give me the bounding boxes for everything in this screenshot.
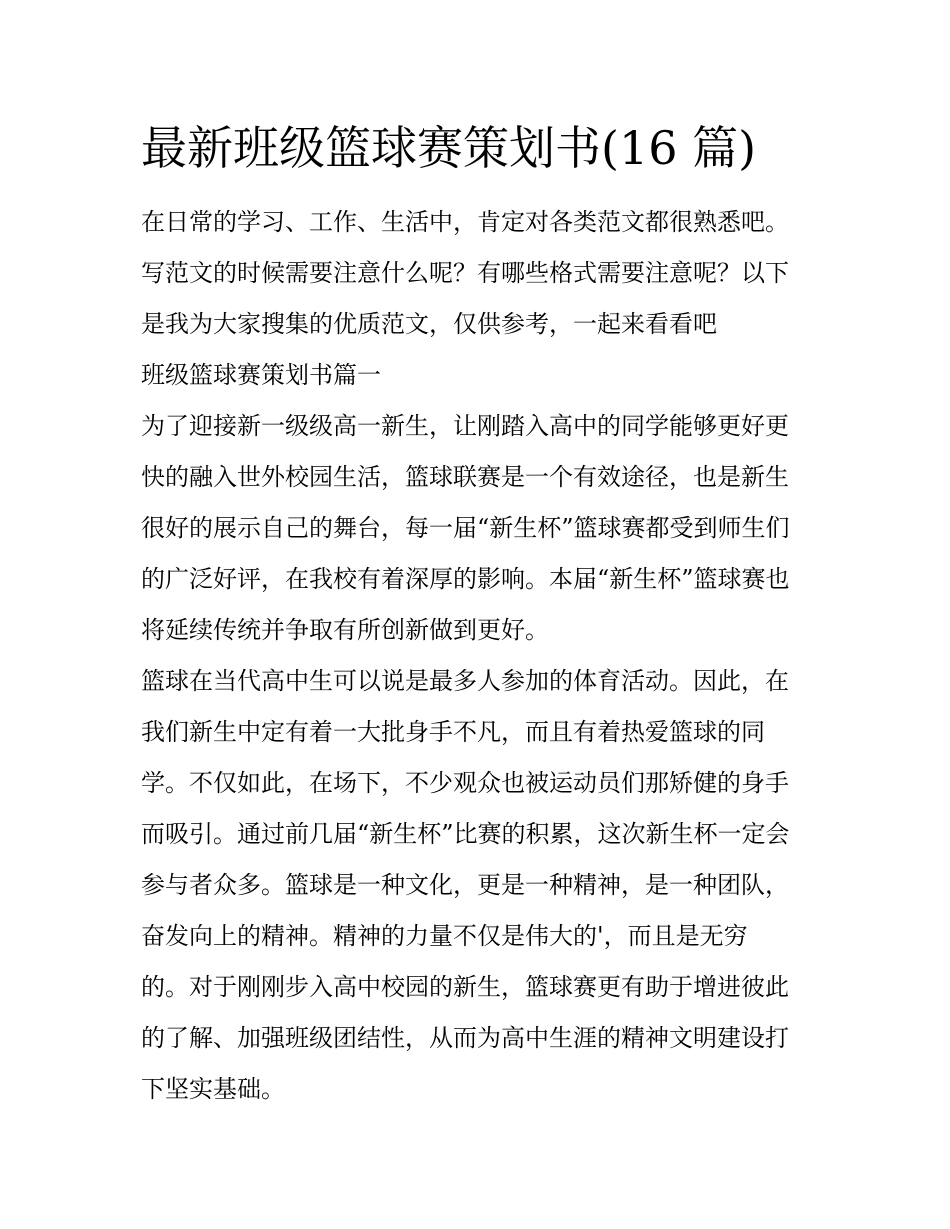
text-line: 为了迎接新一级级高一新生，让刚踏入高中的同学能够更好更 bbox=[141, 412, 789, 440]
text-line: 篮球在当代高中生可以说是最多人参加的体育活动。因此，在 bbox=[141, 667, 789, 695]
text-line: 而吸引。通过前几届“新生杯”比赛的积累，这次新生杯一定会 bbox=[141, 820, 790, 848]
text-line: 快的融入世外校园生活，篮球联赛是一个有效途径，也是新生 bbox=[141, 463, 789, 491]
text-line: 写范文的时候需要注意什么呢？有哪些格式需要注意呢？以下 bbox=[141, 259, 789, 287]
text-line: 参与者众多。篮球是一种文化，更是一种精神，是一种团队， bbox=[141, 871, 789, 899]
text-line: 的。对于刚刚步入高中校园的新生，篮球赛更有助于增进彼此 bbox=[141, 973, 789, 1001]
text-line: 我们新生中定有着一大批身手不凡，而且有着热爱篮球的同 bbox=[141, 718, 765, 746]
section-heading: 班级篮球赛策划书篇一 bbox=[141, 361, 381, 389]
text-line: 很好的展示自己的舞台，每一届“新生杯”篮球赛都受到师生们 bbox=[141, 514, 790, 542]
text-line: 是我为大家搜集的优质范文，仅供参考，一起来看看吧 bbox=[141, 310, 717, 338]
text-line: 学。不仅如此，在场下，不少观众也被运动员们那矫健的身手 bbox=[141, 769, 789, 797]
text-line: 下坚实基础。 bbox=[141, 1075, 285, 1103]
page-title: 最新班级篮球赛策划书(16 篇) bbox=[141, 121, 757, 175]
text-line: 将延续传统并争取有所创新做到更好。 bbox=[141, 616, 549, 644]
text-line: 的了解、加强班级团结性，从而为高中生涯的精神文明建设打 bbox=[141, 1024, 789, 1052]
text-line: 奋发向上的精神。精神的力量不仅是伟大的'，而且是无穷 bbox=[141, 922, 748, 950]
text-line: 的广泛好评，在我校有着深厚的影响。本届“新生杯”篮球赛也 bbox=[141, 565, 790, 593]
text-line: 在日常的学习、工作、生活中，肯定对各类范文都很熟悉吧。 bbox=[141, 208, 789, 236]
